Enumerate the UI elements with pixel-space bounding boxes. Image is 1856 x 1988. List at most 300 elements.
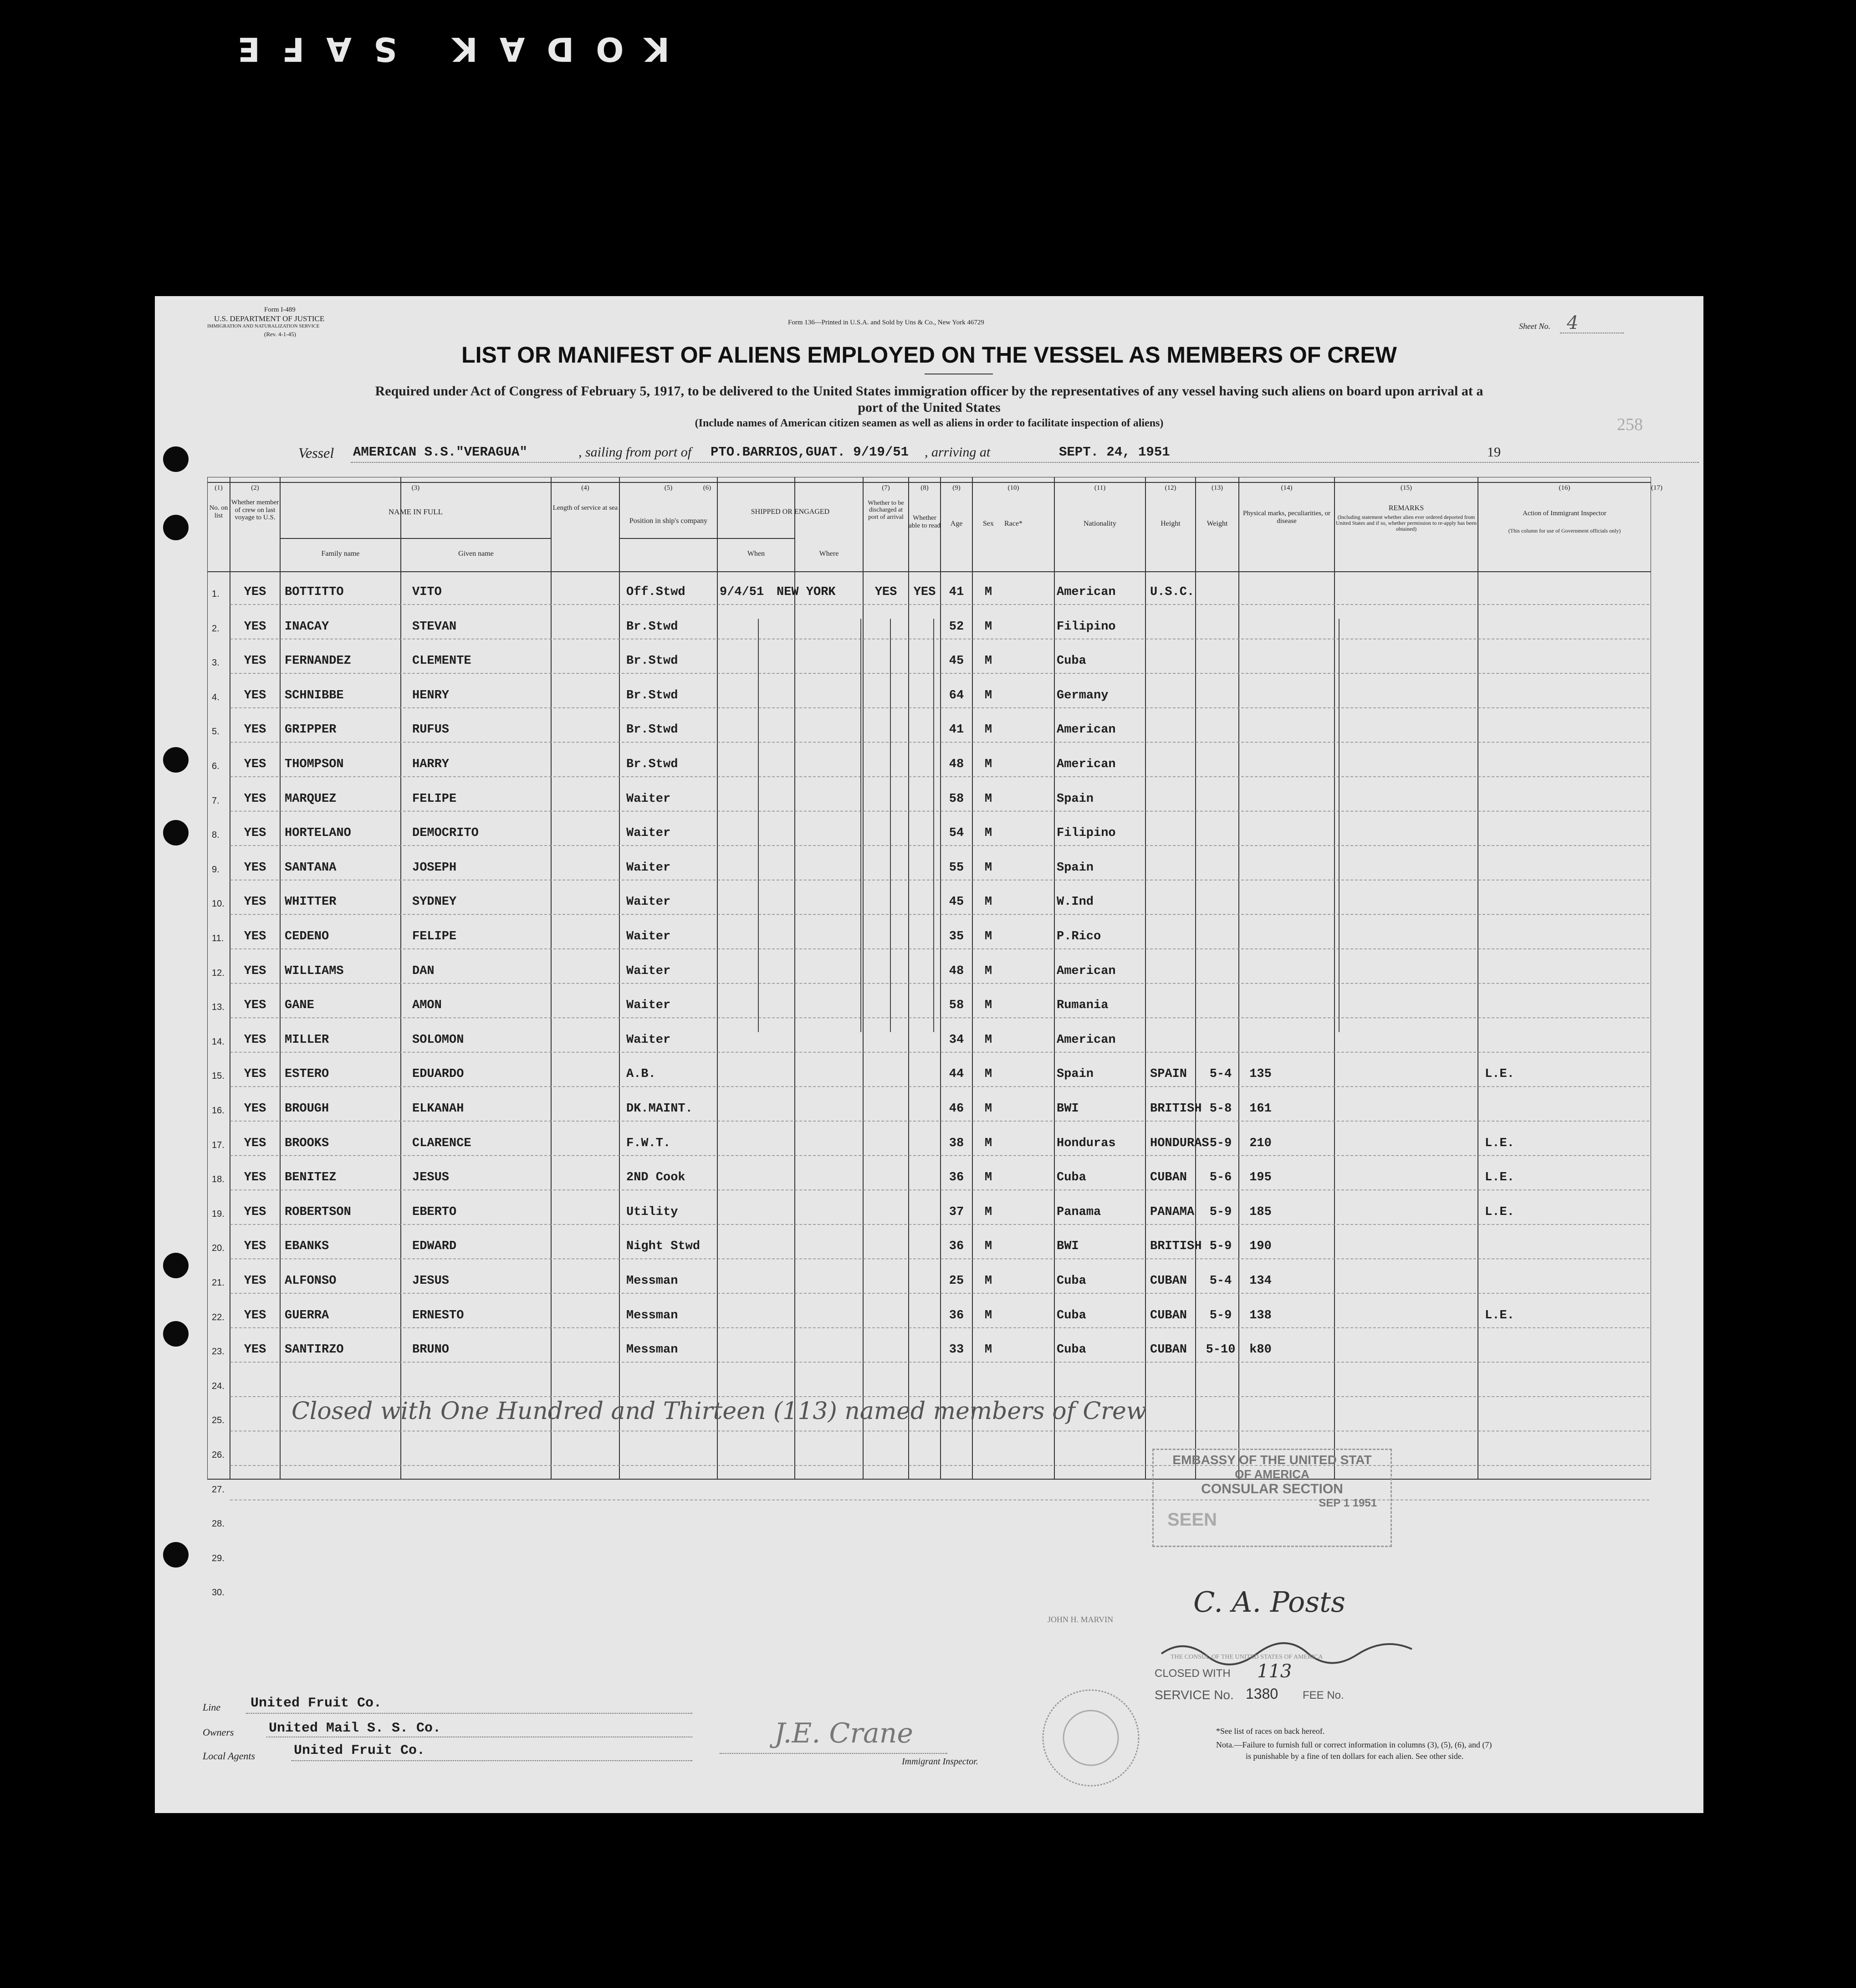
line-value: United Fruit Co. [251, 1696, 382, 1711]
cell-given: BRUNO [412, 1343, 450, 1357]
cell-given: VITO [412, 585, 442, 599]
cell-crew: YES [244, 999, 266, 1013]
cell-family: ALFONSO [285, 1274, 337, 1288]
cell-pos: Messman [626, 1274, 678, 1288]
cell-race: Germany [1057, 688, 1109, 702]
line-rule [246, 1713, 692, 1714]
row-number: 12. [212, 968, 225, 978]
service-no-label: SERVICE No. [1155, 1688, 1234, 1702]
races-note: *See list of races on back hereof. [1216, 1727, 1325, 1736]
col-given-name: Given name [458, 550, 494, 558]
cell-age: 45 [949, 895, 964, 909]
col-able-to-read: Whether able to read [909, 514, 941, 529]
cell-family: ROBERTSON [285, 1205, 351, 1219]
cell-read: YES [913, 585, 936, 599]
cell-sex: M [984, 964, 992, 978]
cell-race: American [1057, 723, 1116, 737]
cell-sex: M [984, 688, 992, 702]
cell-ht: 5-9 [1209, 1205, 1232, 1219]
vessel-name: AMERICAN S.S."VERAGUA" [353, 445, 527, 460]
cell-family: CEDENO [285, 930, 329, 943]
cell-family: EBANKS [285, 1240, 329, 1254]
cell-crew: YES [244, 826, 266, 840]
cell-pos: A.B. [626, 1067, 656, 1081]
cell-sex: M [984, 861, 992, 875]
cell-sex: M [984, 1171, 992, 1185]
cell-age: 36 [949, 1171, 964, 1185]
cell-family: SANTIRZO [285, 1343, 344, 1357]
cell-race: W.Ind [1057, 895, 1094, 909]
cell-given: HENRY [412, 688, 450, 702]
departure-port: PTO.BARRIOS,GUAT. 9/19/51 [711, 445, 909, 460]
cell-sex: M [984, 1343, 992, 1357]
cell-disch: YES [874, 585, 897, 599]
cell-wt: 195 [1249, 1171, 1272, 1185]
cell-crew: YES [244, 1171, 266, 1185]
cell-crew: YES [244, 1136, 266, 1150]
cell-given: STEVAN [412, 620, 457, 634]
col-shipped-engaged: SHIPPED OR ENGAGED [751, 508, 830, 516]
cell-wt: 134 [1249, 1274, 1272, 1288]
cell-when: 9/4/51 [720, 585, 764, 599]
cell-race: Cuba [1057, 1274, 1086, 1288]
cell-sex: M [984, 1308, 992, 1322]
column-number: (17) [1651, 484, 1662, 492]
column-number: (11) [1094, 484, 1106, 492]
cell-race: Cuba [1057, 1308, 1086, 1322]
punch-hole [163, 747, 189, 773]
cell-pos: Waiter [626, 861, 671, 875]
cell-race: Cuba [1057, 1343, 1086, 1357]
row-number: 23. [212, 1347, 225, 1357]
cell-crew: YES [244, 895, 266, 909]
cell-pos: Messman [626, 1343, 678, 1357]
consul-name: JOHN H. MARVIN [1048, 1615, 1114, 1624]
cell-ht: 5-9 [1209, 1240, 1232, 1254]
column-number: (1) [215, 484, 223, 492]
service: IMMIGRATION AND NATURALIZATION SERVICE [207, 323, 320, 329]
cell-age: 58 [949, 999, 964, 1013]
cell-race: American [1057, 1033, 1116, 1047]
cell-rem: L.E. [1485, 1171, 1514, 1185]
cell-age: 34 [949, 1033, 964, 1047]
punch-hole [163, 1542, 189, 1568]
inspector-rule [720, 1753, 947, 1754]
cell-crew: YES [244, 1240, 266, 1254]
cell-crew: YES [244, 723, 266, 737]
cell-ht: 5-10 [1206, 1343, 1236, 1357]
row-number: 4. [212, 692, 220, 702]
cell-sex: M [984, 792, 992, 806]
cell-sex: M [984, 1033, 992, 1047]
row-number: 3. [212, 658, 220, 668]
cell-wt: 185 [1249, 1205, 1272, 1219]
cell-rem: L.E. [1485, 1067, 1514, 1081]
row-number: 13. [212, 1002, 225, 1013]
cell-sex: M [984, 1102, 992, 1116]
cell-sex: M [984, 1240, 992, 1254]
cell-age: 44 [949, 1067, 964, 1081]
cell-pos: Waiter [626, 999, 671, 1013]
cell-pos: Utility [626, 1205, 678, 1219]
cell-sex: M [984, 654, 992, 668]
column-number: (15) [1401, 484, 1412, 492]
cell-age: 41 [949, 723, 964, 737]
cell-sex: M [984, 1067, 992, 1081]
cell-race: American [1057, 758, 1116, 771]
sheet-number: 4 [1567, 313, 1579, 333]
cell-crew: YES [244, 1102, 266, 1116]
cell-pos: Waiter [626, 964, 671, 978]
cell-given: EDWARD [412, 1240, 457, 1254]
cell-race: American [1057, 585, 1116, 599]
agents-rule [291, 1760, 692, 1761]
cell-sex: M [984, 585, 992, 599]
cell-given: JOSEPH [412, 861, 457, 875]
col-action-inspector: Action of Immigrant Inspector [1523, 510, 1606, 517]
cell-race: Filipino [1057, 620, 1116, 634]
punch-hole [163, 1321, 189, 1347]
cell-ht: 5-6 [1209, 1171, 1232, 1185]
row-number: 18. [212, 1174, 225, 1185]
owners-value: United Mail S. S. Co. [269, 1721, 441, 1736]
row-number: 6. [212, 761, 220, 771]
column-number: (9) [952, 484, 961, 492]
cell-given: ERNESTO [412, 1308, 464, 1322]
cell-family: BOTTITTO [285, 585, 344, 599]
cell-crew: YES [244, 930, 266, 943]
department: U.S. DEPARTMENT OF JUSTICE [214, 314, 325, 323]
punch-hole [163, 515, 189, 540]
cell-race: Spain [1057, 1067, 1094, 1081]
row-number: 8. [212, 830, 220, 840]
cell-crew: YES [244, 1343, 266, 1357]
column-number: (10) [1007, 484, 1019, 492]
manifest-title: LIST OR MANIFEST OF ALIENS EMPLOYED ON THE VESSEL AS MEMBERS OF CREW [461, 342, 1397, 368]
column-number: (12) [1165, 484, 1176, 492]
sheet-number-label: Sheet No. [1519, 322, 1550, 331]
row-number: 10. [212, 899, 225, 909]
cell-ht: 5-4 [1209, 1067, 1232, 1081]
cell-family: GUERRA [285, 1308, 329, 1322]
column-number: (7) [882, 484, 890, 492]
row-number: 14. [212, 1036, 225, 1047]
row-number: 9. [212, 864, 220, 875]
cell-crew: YES [244, 688, 266, 702]
cell-age: 64 [949, 688, 964, 702]
cell-family: GANE [285, 999, 314, 1013]
embassy-stamp-line2: OF AMERICA [1235, 1467, 1309, 1481]
cell-crew: YES [244, 1067, 266, 1081]
cell-given: DEMOCRITO [412, 826, 479, 840]
cell-sex: M [984, 1205, 992, 1219]
cell-crew: YES [244, 792, 266, 806]
cell-family: BENITEZ [285, 1171, 337, 1185]
page-number: 258 [1617, 415, 1643, 434]
manifest-instruction: (Include names of American citizen seamen as well as aliens in order to facilitate inspection of aliens) [695, 417, 1164, 429]
cell-race: Rumania [1057, 999, 1109, 1013]
revision: (Rev. 4-1-45) [264, 331, 296, 338]
column-number: (16) [1559, 484, 1570, 492]
col-weight: Weight [1207, 520, 1228, 528]
cell-sex: M [984, 999, 992, 1013]
cell-age: 54 [949, 826, 964, 840]
col-physical-marks: Physical marks, peculiarities, or disease [1242, 510, 1331, 525]
cell-family: WILLIAMS [285, 964, 344, 978]
local-agents-value: United Fruit Co. [294, 1743, 425, 1758]
column-number: (2) [251, 484, 259, 492]
cell-wt: 135 [1249, 1067, 1272, 1081]
cell-race: Spain [1057, 792, 1094, 806]
cell-pos: Br.Stwd [626, 758, 678, 771]
cell-race: American [1057, 964, 1116, 978]
cell-family: HORTELANO [285, 826, 351, 840]
column-number: (14) [1281, 484, 1293, 492]
inspector-label: Immigrant Inspector. [902, 1757, 978, 1767]
cell-wt: 161 [1249, 1102, 1272, 1116]
cell-ht: 5-9 [1209, 1308, 1232, 1322]
cell-nat: HONDURAS [1150, 1136, 1209, 1150]
row-number: 1. [212, 589, 220, 599]
cell-race: BWI [1057, 1102, 1079, 1116]
row-number: 29. [212, 1553, 225, 1563]
row-number: 22. [212, 1312, 225, 1322]
cell-given: DAN [412, 964, 435, 978]
cell-pos: F.W.T. [626, 1136, 671, 1150]
cell-crew: YES [244, 1033, 266, 1047]
row-number: 16. [212, 1106, 225, 1116]
cell-given: CLEMENTE [412, 654, 471, 668]
cell-age: 46 [949, 1102, 964, 1116]
col-remarks-note: (Including statement whether alien ever ordered deported from United States and if so, whether permission to re-apply has been obtained) [1336, 514, 1477, 533]
cell-given: ELKANAH [412, 1102, 464, 1116]
cell-family: GRIPPER [285, 723, 337, 737]
cell-age: 36 [949, 1240, 964, 1254]
cell-wt: 138 [1249, 1308, 1272, 1322]
cell-given: CLARENCE [412, 1136, 471, 1150]
cell-race: BWI [1057, 1240, 1079, 1254]
manifest-subtitle: Required under Act of Congress of February 5, 1917, to be delivered to the United States immigration officer by the representatives of any vessel having such aliens on board upon arrival at a [375, 384, 1483, 399]
cell-crew: YES [244, 758, 266, 771]
col-no-on-list: No. on list [209, 504, 228, 519]
cell-age: 58 [949, 792, 964, 806]
cell-age: 45 [949, 654, 964, 668]
row-number: 2. [212, 623, 220, 634]
consular-seal [1038, 1686, 1143, 1790]
stamp-date: SEP 1 1951 [1319, 1497, 1377, 1509]
punch-hole [163, 820, 189, 845]
column-number: (13) [1212, 484, 1223, 492]
col-length-of-service: Length of service at sea [552, 504, 618, 512]
closing-note: Closed with One Hundred and Thirteen (113) named members of Crew [291, 1398, 1147, 1425]
crew-manifest-sheet [155, 296, 1703, 1813]
cell-pos: Br.Stwd [626, 688, 678, 702]
cell-family: BROOKS [285, 1136, 329, 1150]
closed-with-label: CLOSED WITH [1155, 1667, 1231, 1680]
cell-age: 52 [949, 620, 964, 634]
cell-sex: M [984, 826, 992, 840]
cell-rem: L.E. [1485, 1136, 1514, 1150]
cell-family: MARQUEZ [285, 792, 337, 806]
cell-given: EBERTO [412, 1205, 457, 1219]
cell-nat: CUBAN [1150, 1171, 1187, 1185]
cell-given: SOLOMON [412, 1033, 464, 1047]
col-height: Height [1161, 520, 1181, 528]
cell-race: Cuba [1057, 654, 1086, 668]
cell-nat: BRITISH [1150, 1240, 1202, 1254]
cell-nat: CUBAN [1150, 1308, 1187, 1322]
col-remarks: REMARKS [1388, 504, 1424, 512]
cell-wt: 210 [1249, 1136, 1272, 1150]
row-number: 7. [212, 795, 220, 806]
cell-crew: YES [244, 1308, 266, 1322]
cell-ht: 5-9 [1209, 1136, 1232, 1150]
cell-age: 41 [949, 585, 964, 599]
row-number: 11. [212, 933, 224, 943]
local-agents-label: Local Agents [203, 1750, 256, 1762]
sailing-label: , sailing from port of [578, 445, 692, 460]
row-number: 27. [212, 1484, 225, 1495]
year-label: 19 [1487, 445, 1501, 460]
col-where: Where [819, 550, 839, 558]
cell-age: 33 [949, 1343, 964, 1357]
cell-crew: YES [244, 964, 266, 978]
cell-sex: M [984, 930, 992, 943]
row-number: 20. [212, 1243, 225, 1254]
cell-age: 35 [949, 930, 964, 943]
cell-where: NEW YORK [777, 585, 836, 599]
form-number: Form I-489 [264, 306, 296, 313]
cell-family: MILLER [285, 1033, 329, 1047]
cell-crew: YES [244, 1205, 266, 1219]
service-no-value: 1380 [1246, 1686, 1278, 1702]
owners-label: Owners [203, 1727, 234, 1738]
arrival-date: SEPT. 24, 1951 [1059, 445, 1170, 460]
vessel-line-rule [351, 462, 1699, 463]
column-number: (6) [703, 484, 711, 492]
cell-pos: Waiter [626, 895, 671, 909]
cell-ht: 5-8 [1209, 1102, 1232, 1116]
film-edge-marking: KODAK SAFE [215, 30, 670, 68]
col-name-in-full: NAME IN FULL [389, 507, 443, 516]
cell-age: 37 [949, 1205, 964, 1219]
cell-sex: M [984, 1136, 992, 1150]
embassy-stamp [1152, 1449, 1392, 1547]
cell-pos: Waiter [626, 792, 671, 806]
inspector-signature: J.E. Crane [774, 1717, 913, 1749]
cell-family: FERNANDEZ [285, 654, 351, 668]
column-number: (8) [920, 484, 929, 492]
cell-family: SCHNIBBE [285, 688, 344, 702]
cell-race: Cuba [1057, 1171, 1086, 1185]
cell-pos: Br.Stwd [626, 723, 678, 737]
col-family-name: Family name [321, 550, 360, 558]
signature-scrawl [1157, 1635, 1430, 1667]
cell-pos: Night Stwd [626, 1240, 700, 1254]
cell-wt: k80 [1249, 1343, 1272, 1357]
fee-no-label: FEE No. [1303, 1689, 1344, 1701]
column-number: (4) [581, 484, 589, 492]
line-label: Line [203, 1701, 221, 1713]
cell-rem: L.E. [1485, 1308, 1514, 1322]
col-when: When [747, 550, 765, 558]
cell-crew: YES [244, 861, 266, 875]
cell-given: RUFUS [412, 723, 450, 737]
cell-ht: 5-4 [1209, 1274, 1232, 1288]
cell-family: INACAY [285, 620, 329, 634]
cell-age: 38 [949, 1136, 964, 1150]
column-number: (3) [411, 484, 420, 492]
col-sex: Sex [983, 520, 994, 528]
manifest-subtitle-line2: port of the United States [858, 400, 1001, 415]
cell-nat: CUBAN [1150, 1274, 1187, 1288]
row-number: 28. [212, 1519, 225, 1529]
seen-stamp: SEEN [1167, 1510, 1217, 1530]
nota-line2: is punishable by a fine of ten dollars for each alien. See other side. [1246, 1752, 1464, 1761]
cell-sex: M [984, 1274, 992, 1288]
cell-pos: Waiter [626, 826, 671, 840]
cell-nat: CUBAN [1150, 1343, 1187, 1357]
cell-sex: M [984, 620, 992, 634]
col-position: Position in ship's company [629, 517, 708, 525]
col-action-inspector-note: (This column for use of Government officials only) [1508, 528, 1621, 534]
cell-pos: Waiter [626, 1033, 671, 1047]
row-number: 30. [212, 1588, 225, 1598]
cell-nat: SPAIN [1150, 1067, 1187, 1081]
cell-age: 36 [949, 1308, 964, 1322]
col-discharged: Whether to be discharged at port of arrival [868, 500, 904, 521]
cell-sex: M [984, 895, 992, 909]
cell-nat: BRITISH [1150, 1102, 1202, 1116]
col-crew-last-voyage: Whether member of crew on last voyage to U.S. [231, 499, 279, 521]
row-number: 24. [212, 1381, 225, 1391]
cell-race: P.Rico [1057, 930, 1101, 943]
cell-given: FELIPE [412, 792, 457, 806]
cell-race: Filipino [1057, 826, 1116, 840]
cell-sex: M [984, 723, 992, 737]
cell-given: JESUS [412, 1171, 450, 1185]
cell-family: SANTANA [285, 861, 337, 875]
cell-race: Honduras [1057, 1136, 1116, 1150]
vessel-label: Vessel [298, 445, 334, 461]
cell-age: 55 [949, 861, 964, 875]
row-number: 17. [212, 1140, 225, 1150]
cell-pos: Br.Stwd [626, 620, 678, 634]
cell-pos: DK.MAINT. [626, 1102, 693, 1116]
row-number: 15. [212, 1071, 225, 1081]
cell-pos: Off.Stwd [626, 585, 685, 599]
cell-family: WHITTER [285, 895, 337, 909]
embassy-stamp-line1: EMBASSY OF THE UNITED STAT [1172, 1453, 1372, 1467]
cell-age: 48 [949, 964, 964, 978]
cell-family: BROUGH [285, 1102, 329, 1116]
row-number: 5. [212, 727, 220, 737]
consular-section: CONSULAR SECTION [1201, 1481, 1343, 1496]
cell-crew: YES [244, 654, 266, 668]
cell-family: THOMPSON [285, 758, 344, 771]
cell-crew: YES [244, 620, 266, 634]
row-number: 25. [212, 1415, 225, 1426]
cell-pos: Waiter [626, 930, 671, 943]
punch-hole [163, 446, 189, 472]
cell-given: SYDNEY [412, 895, 457, 909]
cell-sex: M [984, 758, 992, 771]
cell-pos: 2ND Cook [626, 1171, 685, 1185]
col-race: Race* [1004, 520, 1023, 528]
closed-with-value: 113 [1257, 1661, 1292, 1682]
cell-race: Spain [1057, 861, 1094, 875]
cell-family: ESTERO [285, 1067, 329, 1081]
